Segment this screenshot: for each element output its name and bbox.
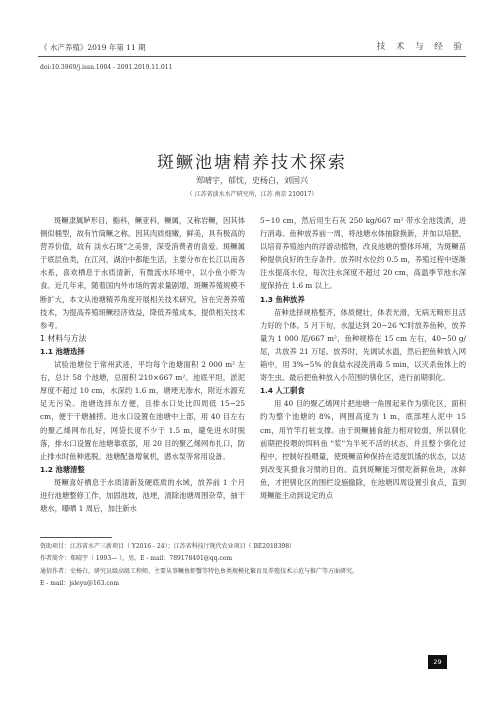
section-label: 技 术 与 经 验 bbox=[376, 42, 466, 52]
footnote-funding: 资助项目：江苏省水产三新项目（ Y2016 - 24）；江苏省科技厅现代农业项目（ BE2018398） bbox=[40, 543, 296, 550]
pond-cleaning-paragraph: 斑鳜喜好栖息于水质清新及硬底质的水域，放养前 1 个月进行池塘整修工作，加固池坡，池埂，清除池塘周围杂草，抽干塘水，曝晒 1 周后，加注新水 bbox=[40, 477, 245, 514]
footnote-corresponding: 通信作者：史杨白，研究员级高级工程师，主要从事鳜鱼虾蟹等特色鱼类规模化繁育及养殖技术示范与推广等方面研究。 bbox=[40, 567, 359, 575]
journal-header: 《 水产养殖》2019 年第 11 期 bbox=[40, 43, 146, 52]
affiliation-line: （ 江苏省淡水水产研究所，江苏 南京 210017） bbox=[186, 191, 318, 198]
footnote-email: E - mail：jsleyu@163.com bbox=[40, 580, 120, 588]
subheading-pond-cleaning: 1.2 池塘清整 bbox=[40, 464, 85, 474]
subheading-pond-selection: 1.1 池塘选择 bbox=[40, 346, 85, 356]
footnote-rule bbox=[40, 537, 112, 538]
intro-paragraph: 斑鳜隶属鲈形目，鮨科，鳜亚科，鳜属，又称岩鳜，因其体侧似桶型，故有竹筒鳜之称。因其肉质细嫩，鲜美，具有极高的营养价值，故有 淡水石斑"之美誉，深受消费者的喜爱。斑鳜属于底层鱼类，在江河，湖泊中都能生活，主要分布在长江以南各水系，喜欢栖息于水质清新，有微流水环境中，以小鱼小虾为食。近几年来，随着国内外市场的需求量剧增，斑鳜养殖规模不断扩大，本文从池塘精养角度开展相关技术研究，旨在完善养殖技术，为提高养殖斑鳜经济效益，降低养殖成本，提供相关技术参考。 bbox=[40, 216, 245, 330]
section-heading-materials: 1 材料与方法 bbox=[40, 333, 87, 343]
pond-cleaning-continued: 5~10 cm，然后用生石灰 250 kg/667 m² 带水全池泼洒，进行消毒。鱼种放养前一周，将池塘水体抽除换新，并加以培肥，以培育养殖池内的浮游动植物，改良池塘的整体环境，为斑鳜苗种提供良好的生存条件。放养时水位约 0.5 m，养殖过程中逐渐注水提高水位，每次注水深度不超过 20 cm，高温季节池水深度保持在 1.6 m 以上。 bbox=[260, 216, 466, 291]
footnote-author: 作者简介：郑晴宇（ 1993— ），男，E - mail：789178491@qq.com bbox=[40, 555, 233, 563]
doi-line: doi:10.3969/j.issn.1004 - 2091.2019.11.011 bbox=[40, 64, 173, 71]
subheading-fingerling-stocking: 1.3 鱼种放养 bbox=[260, 294, 305, 304]
authors-line: 郑晴宇，郁忱，史杨白，刘国兴 bbox=[196, 176, 308, 185]
pond-selection-paragraph: 试验池塘位于常州武进，平均每个池塘面积 2 000 m² 左右，总计 58 个池塘，总面积 210×667 m²。池底平坦，淤泥厚度不超过 10 cm，水深约 1.6 m，塘埂无渗水，附近水源充足无污染。池塘选择东方便，且排水口处比四周低 15~25 cm，便于干塘捕捞。进水口设置在池塘中上部，用 40 目左右的聚乙烯网布扎好，网袋长度不少于 1.5 m，避免进水时脱落，排水口设置在池塘靠底部，用 20 目的聚乙烯网布扎口，防止排水时鱼种逃脱。池塘配备增氧机，潜水泵等常用设备。 bbox=[40, 360, 245, 461]
page-number: 29 bbox=[428, 655, 447, 669]
header-rule bbox=[38, 56, 466, 57]
article-title: 斑鳜池塘精养技术探索 bbox=[157, 153, 347, 173]
feed-training-paragraph: 用 40 目的聚乙烯网片把池塘一角围起来作为驯化区，面积约为整个池塘的 8%，网围高度为 1 m，底部埋入泥中 15 cm，用竹竿打桩支撑。由于斑鳜捕食能力相对较弱，所以驯化前期把投喂的饵料鱼 "浆"为半死不活的状态，并且整个驯化过程中，控制好投喂量，使斑鳜苗种保持在适度饥饿的状态，以达到改变其摄食习惯的目的。直到斑鳜能习惯吃新鲜鱼块，冰鲜鱼，才把驯化区的围栏设施撤除，在池塘四周设置引食点，直到斑鳜能主动到设定的点 bbox=[260, 399, 466, 500]
left-column bbox=[40, 214, 245, 515]
right-column bbox=[260, 214, 466, 502]
subheading-feed-training: 1.4 人工驯食 bbox=[260, 386, 305, 396]
footnotes bbox=[40, 541, 470, 591]
fingerling-stocking-paragraph: 苗种选择规格整齐，体质健壮，体表光滑，无病无畸形且活力好的个体。5 月下旬，水温达到 20~26 ℃时放养鱼种，放养量为 1 000 尾/667 m²，鱼种规格在 15 cm 左右，40~50 g/尾，共放养 21 万尾。放养时，先调试水温，然后把鱼种放入网箱中，用 3%~5% 的食盐水浸洗消毒 5 min，以灭杀鱼体上的寄生虫。最后把鱼种放入小范围的驯化区，进行前期驯化。 bbox=[260, 307, 466, 383]
